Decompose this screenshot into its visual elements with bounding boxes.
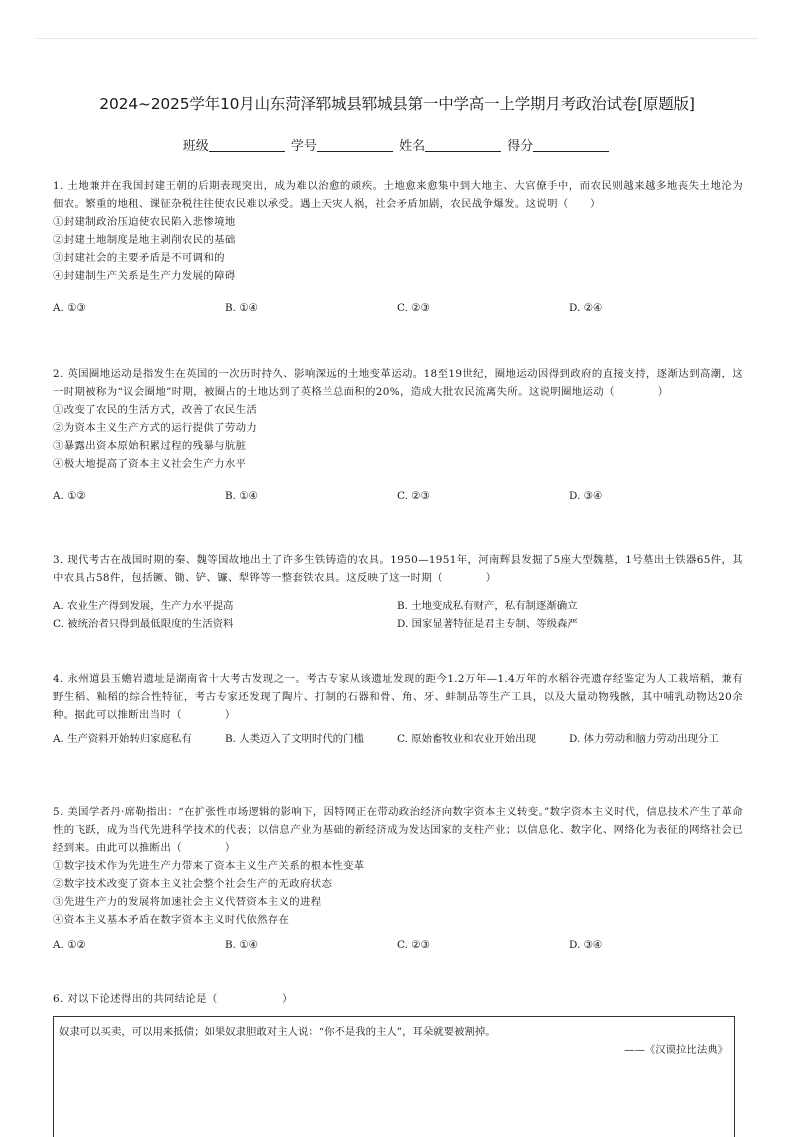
quote-text: 奴隶可以买卖，可以用来抵债；如果奴隶胆敢对主人说：“你不是我的主人”，耳朵就要被割掉。 [59, 1026, 496, 1038]
score-label: 得分 [507, 139, 534, 154]
option-c[interactable]: C. 原始畜牧业和农业开始出现 [397, 733, 536, 745]
student-id-blank[interactable] [317, 139, 393, 152]
answer-options [53, 731, 743, 767]
question-stem: 3. 现代考古在战国时期的秦、魏等国故地出土了许多生铁铸造的农具。1950—1951年，河南辉县发掘了5座大型魏墓，1号墓出土铁器65件，其中农具占58件，包括镢、锄、铲、镰、犁铧等一整套铁农具。这反映了这一时期（ ） [53, 554, 743, 584]
statement: ④资本主义基本矛盾在数字资本主义时代依然存在 [53, 914, 290, 926]
answer-options [53, 299, 743, 317]
option-d[interactable]: D. 体力劳动和脑力劳动出现分工 [569, 733, 719, 745]
quote-source: ——《汉谟拉比法典》 [624, 1044, 728, 1056]
option-b[interactable]: B. 土地变成私有财产，私有制逐渐确立 [397, 600, 578, 612]
option-c[interactable]: C. ②③ [397, 302, 430, 314]
name-label: 姓名 [399, 139, 426, 154]
statement: ④封建制生产关系是生产力发展的障碍 [53, 270, 236, 282]
question-4 [53, 670, 743, 767]
question-2 [53, 365, 743, 505]
option-c[interactable]: C. ②③ [397, 939, 430, 951]
option-d[interactable]: D. ②④ [569, 302, 603, 314]
statement: ③暴露出资本原始积累过程的残暴与肮脏 [53, 440, 247, 452]
option-a[interactable]: A. ①② [53, 490, 86, 502]
statement: ④极大地提高了资本主义社会生产力水平 [53, 458, 247, 470]
option-d[interactable]: D. ③④ [569, 490, 603, 502]
answer-options [53, 487, 743, 505]
statement: ①封建制政治压迫使农民陷入悲惨境地 [53, 216, 236, 228]
question-3 [53, 551, 743, 633]
option-d[interactable]: D. 国家显著特征是君主专制、等级森严 [397, 618, 578, 630]
name-blank[interactable] [425, 139, 501, 152]
question-6 [53, 990, 743, 1008]
question-stem: 6. 对以下论述得出的共同结论是（ ） [53, 993, 293, 1005]
quote-box [53, 1016, 735, 1137]
header-rule [36, 38, 758, 39]
class-blank[interactable] [209, 139, 285, 152]
option-b[interactable]: B. ①④ [225, 939, 258, 951]
option-a[interactable]: A. 生产资料开始转归家庭私有 [53, 733, 192, 745]
statement: ①数字技术作为先进生产力带来了资本主义生产关系的根本性变革 [53, 860, 365, 872]
statement: ②数字技术改变了资本主义社会整个社会生产的无政府状态 [53, 878, 333, 890]
answer-options [53, 936, 743, 954]
question-stem: 5. 美国学者丹·席勒指出：“在扩张性市场逻辑的影响下，因特网正在带动政治经济向数字资本主义转变。”数字资本主义时代，信息技术产生了革命性的飞跃，成为当代先进科学技术的代表；以信息产业为基础的新经济成为发达国家的支柱产业；以信息化、数字化、网络化为表征的网络社会已经到来。由此可以推断出（ ） [53, 806, 743, 854]
statement: ③先进生产力的发展将加速社会主义代替资本主义的进程 [53, 896, 322, 908]
option-b[interactable]: B. 人类迈入了文明时代的门槛 [225, 733, 364, 745]
question-stem: 1. 土地兼并在我国封建王朝的后期表现突出，成为难以治愈的顽疾。土地愈来愈集中到大地主、大官僚手中，而农民则越来越多地丧失土地沦为佃农。繁重的地租、课征杂税往往使农民难以承受。遇上天灾人祸，社会矛盾加剧，农民战争爆发。这说明（ ） [53, 180, 743, 210]
statement: ①改变了农民的生活方式，改善了农民生活 [53, 404, 258, 416]
option-a[interactable]: A. ①③ [53, 302, 86, 314]
score-blank[interactable] [533, 139, 609, 152]
option-d[interactable]: D. ③④ [569, 939, 603, 951]
option-b[interactable]: B. ①④ [225, 302, 258, 314]
answer-options [53, 597, 743, 633]
student-id-label: 学号 [290, 139, 317, 154]
question-5 [53, 803, 743, 954]
option-c[interactable]: C. ②③ [397, 490, 430, 502]
statement: ②为资本主义生产方式的运行提供了劳动力 [53, 422, 258, 434]
statement: ②封建土地制度是地主剥削农民的基础 [53, 234, 236, 246]
question-stem: 2. 英国圈地运动是指发生在英国的一次历时持久、影响深远的土地变革运动。18至19世纪，圈地运动因得到政府的直接支持，逐渐达到高潮，这一时期被称为“议会圈地”时期，被圈占的土地达到了英格兰总面积的20%，造成大批农民流离失所。这说明圈地运动（ ） [53, 368, 743, 398]
statement: ③封建社会的主要矛盾是不可调和的 [53, 252, 225, 264]
option-c[interactable]: C. 被统治者只得到最低限度的生活资料 [53, 618, 234, 630]
question-1 [53, 177, 743, 317]
option-b[interactable]: B. ①④ [225, 490, 258, 502]
option-a[interactable]: A. 农业生产得到发展，生产力水平提高 [53, 600, 234, 612]
class-label: 班级 [182, 139, 209, 154]
question-stem: 4. 永州道县玉蟾岩遗址是湖南省十大考古发现之一。考古专家从该遗址发现的距今1.2万年—1.4万年的水稻谷壳遗存经鉴定为人工栽培稻，兼有野生稻、籼稻的综合性特征，考古专家还发现了陶片、打制的石器和骨、角、牙、蚌制品等生产工具，以及大量动物残骸，其中哺乳动物达20余种。据此可以推断出当时（ ） [53, 673, 743, 721]
option-a[interactable]: A. ①② [53, 939, 86, 951]
student-info-line [0, 135, 794, 154]
page-title: 2024~2025学年10月山东菏泽郓城县郓城县第一中学高一上学期月考政治试卷[原题版] [99, 95, 695, 113]
